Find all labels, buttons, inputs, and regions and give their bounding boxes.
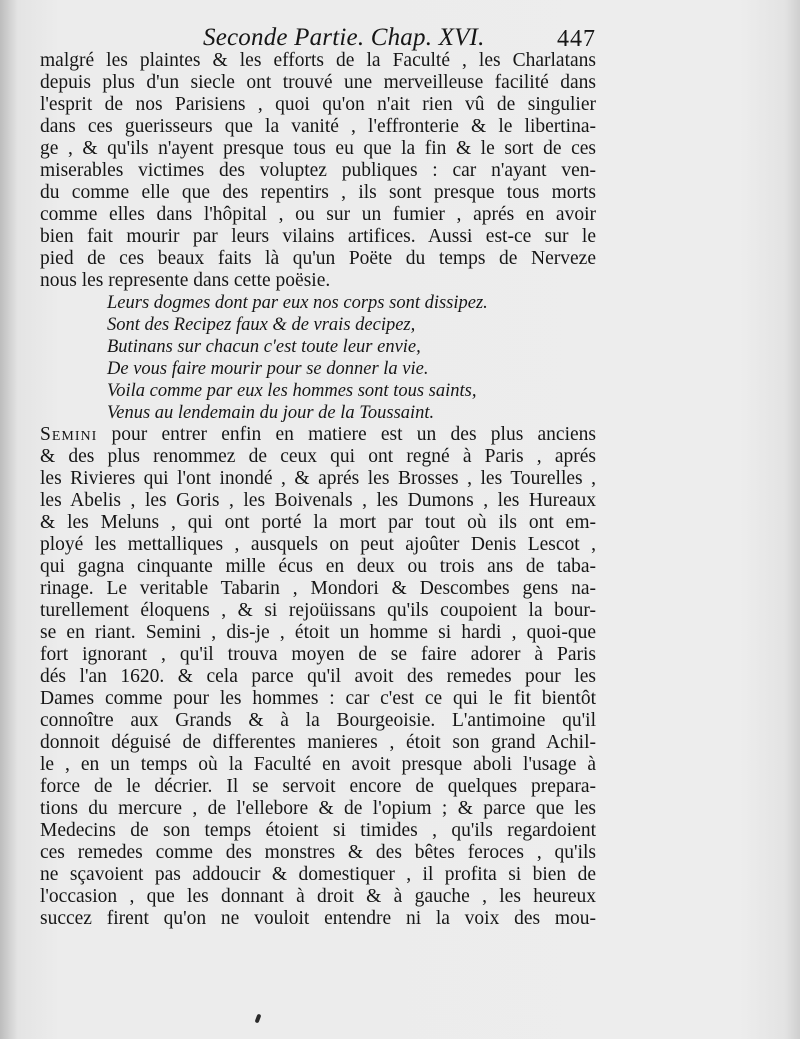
text-line: Medecins de son temps étoient si timides , qu'ils regardoient — [40, 820, 596, 841]
text-line: Dames comme pour les hommes : car c'est ce qui le fit bientôt — [40, 688, 596, 709]
text-line: fort ignorant , qu'il trouva moyen de se faire adorer à Paris — [40, 644, 596, 665]
text-line: les Rivieres qui l'ont inondé , & aprés les Brosses , les Tourelles , — [40, 468, 596, 489]
text-line: les Abelis , les Goris , les Boivenals , les Dumons , les Hureaux — [40, 490, 596, 511]
paragraph-1 — [40, 50, 596, 292]
text-line: nous les represente dans cette poësie. — [40, 270, 331, 291]
text-line: l'occasion , que les donnant à droit & à gauche , les heureux — [40, 886, 596, 907]
text-line: succez firent qu'on ne vouloit entendre ni la voix des mou- — [40, 908, 596, 929]
text-line: turellement éloquens , & si rejoüissans qu'ils coupoient la bour- — [40, 600, 596, 621]
text-line: dans ces guerisseurs que la vanité , l'effronterie & le libertina- — [40, 116, 596, 137]
text-line: depuis plus d'un siecle ont trouvé une merveilleuse facilité dans — [40, 72, 596, 93]
verse-line: Leurs dogmes dont par eux nos corps sont dissipez. — [107, 293, 488, 313]
text-line: qui gagna cinquante mille écus en deux ou trois ans de taba- — [40, 556, 596, 577]
verse-line: Voila comme par eux les hommes sont tous saints, — [107, 381, 477, 401]
lead-word: Semini — [40, 424, 98, 445]
text-line: & des plus renommez de ceux qui ont regné à Paris , aprés — [40, 446, 596, 467]
verse-line: Butinans sur chacun c'est toute leur envie, — [107, 337, 421, 357]
verse-line: Venus au lendemain du jour de la Toussaint. — [107, 403, 435, 423]
text-line: se en riant. Semini , dis-je , étoit un homme si hardi , quoi-que — [40, 622, 596, 643]
text-line: force de le décrier. Il se servoit encore de quelques prepara- — [40, 776, 596, 797]
text-line: du comme elle que des repentirs , ils sont presque tous morts — [40, 182, 596, 203]
text-line: donnoit déguisé de differentes manieres , étoit son grand Achil- — [40, 732, 596, 753]
text-line: comme elles dans l'hôpital , ou sur un fumier , aprés en avoir — [40, 204, 596, 225]
text-line: tions du mercure , de l'ellebore & de l'opium ; & parce que les — [40, 798, 596, 819]
text-line-first — [40, 424, 596, 446]
verse-line: De vous faire mourir pour se donner la vie. — [107, 359, 429, 379]
verse-quotation — [40, 292, 596, 424]
verse-line: Sont des Recipez faux & de vrais decipez, — [107, 315, 416, 335]
text-line: le , en un temps où la Faculté en avoit presque aboli l'usage à — [40, 754, 596, 775]
paragraph-2 — [40, 424, 596, 930]
text-line: miserables victimes des voluptez publiques : car n'ayant ven- — [40, 160, 596, 181]
text-line: l'esprit de nos Parisiens , quoi qu'on n'ait rien vû de singulier — [40, 94, 596, 115]
running-title: Seconde Partie. Chap. XVI. — [203, 24, 485, 51]
text-line: rinage. Le veritable Tabarin , Mondori & Descombes gens na- — [40, 578, 596, 599]
text-line: ge , & qu'ils n'ayent presque tous eu que la fin & le sort de ces — [40, 138, 596, 159]
text-line: pied de ces beaux faits là qu'un Poëte du temps de Nerveze — [40, 248, 596, 269]
text-line: dés l'an 1620. & cela parce qu'il avoit des remedes pour les — [40, 666, 596, 687]
text-line: bien fait mourir par leurs vilains artifices. Aussi est-ce sur le — [40, 226, 596, 247]
text-line: ne sçavoient pas addoucir & domestiquer , il profita si bien de — [40, 864, 596, 885]
text-line: ces remedes comme des monstres & des bêtes feroces , qu'ils — [40, 842, 596, 863]
first-line-rest: pour entrer enfin en matiere est un des plus anciens — [97, 424, 596, 445]
text-line: malgré les plaintes & les efforts de la Faculté , les Charlatans — [40, 50, 596, 71]
main-text — [40, 50, 596, 930]
ink-speck — [255, 1014, 262, 1024]
text-line: connoître aux Grands & à la Bourgeoisie. L'antimoine qu'il — [40, 710, 596, 731]
text-line: ployé les mettalliques , ausquels on peut ajoûter Denis Lescot , — [40, 534, 596, 555]
text-line: & les Meluns , qui ont porté la mort par tout où ils ont em- — [40, 512, 596, 533]
page-number: 447 — [557, 26, 596, 52]
